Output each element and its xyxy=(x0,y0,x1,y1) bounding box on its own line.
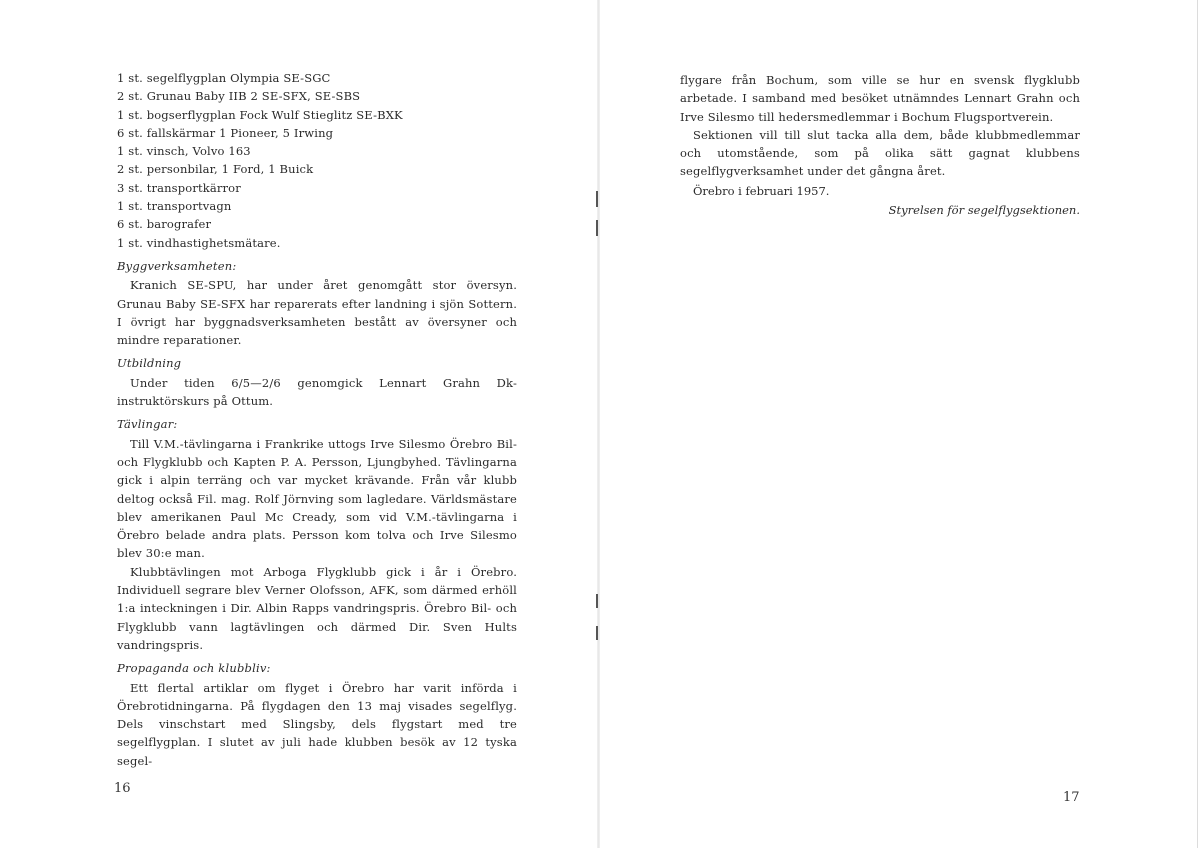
place-date: Örebro i februari 1957. xyxy=(693,183,830,198)
section-heading-tavlingar: Tävlingar: xyxy=(117,417,178,432)
signature: Styrelsen för segelflygsektionen. xyxy=(888,203,1080,218)
scan-mark xyxy=(596,626,598,640)
section-paragraph: Under tiden 6/5—2/6 genomgick Lennart Grahn Dk-instruktörskurs på Ottum. xyxy=(117,375,517,409)
section-paragraph: Ett flertal artiklar om flyget i Örebro har varit införda i Örebrotidningarna. På flygdagen den 13 maj visades segelflyg. Dels vinschstart med Slingsby, dels flygstart med tre segelflygplan. I slutet av juli hade klubben besök av 12 tyska segel- xyxy=(117,680,517,768)
page-number-right: 17 xyxy=(1063,790,1080,805)
section-paragraph: Klubbtävlingen mot Arboga Flygklubb gick i år i Örebro. Individuell segrare blev Verner Olofsson, AFK, som därmed erhöll 1:a inteckningen i Dir. Albin Rapps vandringspris. Örebro Bil- och Flygklubb vann lagtävlingen och därmed Dir. Sven Hults vandringspris. xyxy=(117,564,517,652)
section-paragraph: Till V.M.-tävlingarna i Frankrike uttogs Irve Silesmo Örebro Bil- och Flygklubb och Kapten P. A. Persson, Ljungbyhed. Tävlingarna gick i alpin terräng och var mycket krävande. Från vår klubb deltog också Fil. mag. Rolf Jörnving som lagledare. Världsmästare blev amerikanen Paul Mc Cready, som vid V.M.-tävlingarna i Örebro belade andra plats. Persson kom tolva och Irve Silesmo blev 30:e man. xyxy=(117,436,517,561)
section-heading-propaganda: Propaganda och klubbliv: xyxy=(117,661,271,676)
page-right-edge xyxy=(1197,0,1198,848)
list-item: 6 st. barografer xyxy=(117,217,212,232)
scan-mark xyxy=(596,220,598,236)
list-item: 3 st. transportkärror xyxy=(117,180,241,195)
section-heading-byggverksamheten: Byggverksamheten: xyxy=(117,258,237,273)
scan-mark xyxy=(596,191,598,207)
list-item: 2 st. personbilar, 1 Ford, 1 Buick xyxy=(117,162,314,177)
list-item: 1 st. bogserflygplan Fock Wulf Stieglitz SE-BXK xyxy=(117,107,403,122)
section-heading-utbildning: Utbildning xyxy=(117,356,182,371)
page-number-left: 16 xyxy=(114,781,131,796)
list-item: 1 st. vinsch, Volvo 163 xyxy=(117,144,251,159)
scan-mark xyxy=(596,594,598,608)
right-page xyxy=(600,0,1200,848)
section-paragraph: Kranich SE-SPU, har under året genomgått stor översyn. Grunau Baby SE-SFX har reparerats efter landning i sjön Sottern. I övrigt har byggnadsverksamheten bestått av översyner och mindre reparationer. xyxy=(117,278,517,348)
left-page xyxy=(0,0,598,848)
right-text-column xyxy=(680,71,1080,219)
continuation-paragraph: flygare från Bochum, som ville se hur en svensk flygklubb arbetade. I samband med besöket utnämndes Lennart Grahn och Irve Silesmo till hedersmedlemmar i Bochum Flugsportverein. xyxy=(680,73,1080,124)
closing-paragraph: Sektionen vill till slut tacka alla dem, både klubbmedlemmar och utomstående, som på olika sätt gagnat klubbens segelflygverksamhet under det gångna året. xyxy=(680,127,1080,179)
list-item: 1 st. vindhastighetsmätare. xyxy=(117,235,281,250)
left-text-column xyxy=(117,69,517,770)
list-item: 1 st. segelflygplan Olympia SE-SGC xyxy=(117,71,331,85)
list-item: 6 st. fallskärmar 1 Pioneer, 5 Irwing xyxy=(117,125,334,140)
equipment-list xyxy=(117,69,517,252)
list-item: 1 st. transportvagn xyxy=(117,199,232,214)
list-item: 2 st. Grunau Baby IIB 2 SE-SFX, SE-SBS xyxy=(117,89,361,104)
